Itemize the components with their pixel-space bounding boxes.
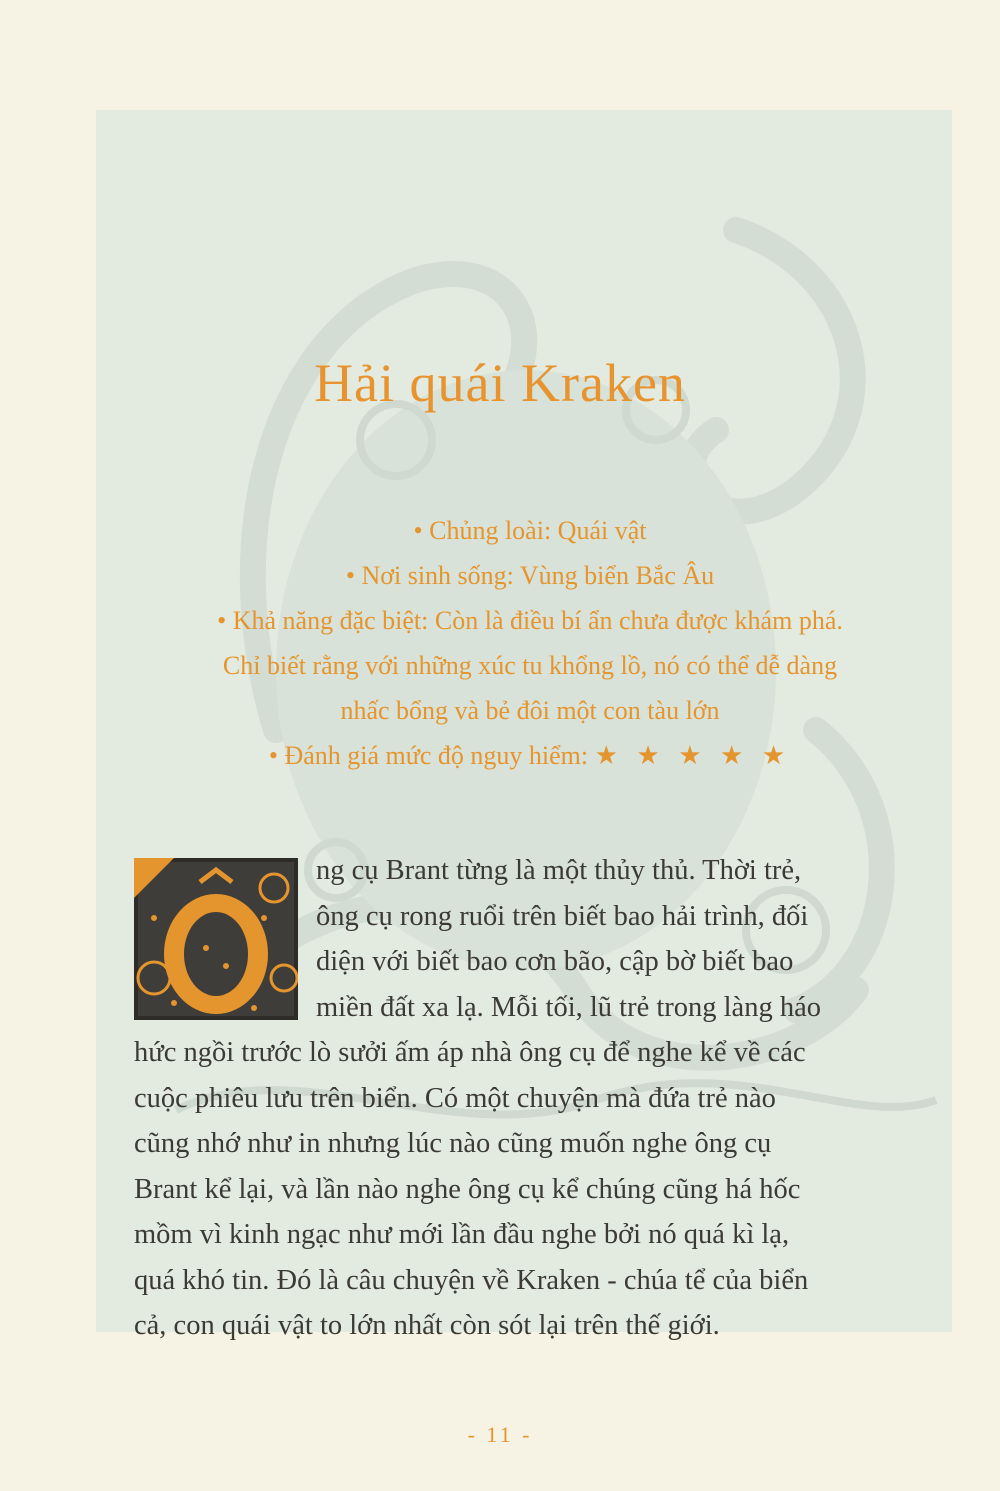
danger-label: • Đánh giá mức độ nguy hiểm: — [268, 741, 589, 770]
fact-species: • Chủng loài: Quái vật — [413, 516, 647, 545]
text-line: cũng nhớ như in nhưng lúc nào cũng muốn nghe ông cụ — [134, 1128, 772, 1159]
text-line: hức ngồi trước lò sưởi ấm áp nhà ông cụ để nghe kể về các — [134, 1037, 806, 1068]
text-line: Brant kể lại, và lần nào nghe ông cụ kể chúng cũng há hốc — [134, 1173, 801, 1205]
page-number: - 11 - — [467, 1422, 533, 1447]
text-line: quá khó tin. Đó là câu chuyện về Kraken - chúa tể của biển — [134, 1264, 809, 1296]
text-line: diện với biết bao cơn bão, cập bờ biết bao — [316, 946, 794, 977]
creature-facts — [120, 508, 940, 778]
text-line: cả, con quái vật to lớn nhất còn sót lại trên thế giới. — [134, 1310, 720, 1341]
danger-stars: ★ ★ ★ ★ ★ — [594, 741, 792, 770]
fact-ability-cont: Chỉ biết rằng với những xúc tu khổng lồ, nó có thể dễ dàng — [222, 651, 838, 680]
fact-ability-cont: nhấc bổng và bẻ đôi một con tàu lớn — [340, 696, 720, 725]
story-paragraph — [134, 848, 930, 1349]
fact-danger — [120, 733, 940, 778]
text-line: miền đất xa lạ. Mỗi tối, lũ trẻ trong làng háo — [316, 991, 821, 1023]
text-line: mồm vì kinh ngạc như mới lần đầu nghe bởi nó quá kì lạ, — [134, 1219, 790, 1250]
text-line: ông cụ rong ruổi trên biết bao hải trình, đối — [316, 900, 809, 932]
text-line: cuộc phiêu lưu trên biển. Có một chuyện mà đứa trẻ nào — [134, 1082, 776, 1114]
text-line: ng cụ Brant từng là một thủy thủ. Thời trẻ, — [316, 855, 802, 886]
fact-habitat: • Nơi sinh sống: Vùng biển Bắc Âu — [345, 561, 715, 590]
chapter-title: Hải quái Kraken — [314, 353, 686, 413]
fact-ability: • Khả năng đặc biệt: Còn là điều bí ẩn chưa được khám phá. — [217, 606, 843, 635]
